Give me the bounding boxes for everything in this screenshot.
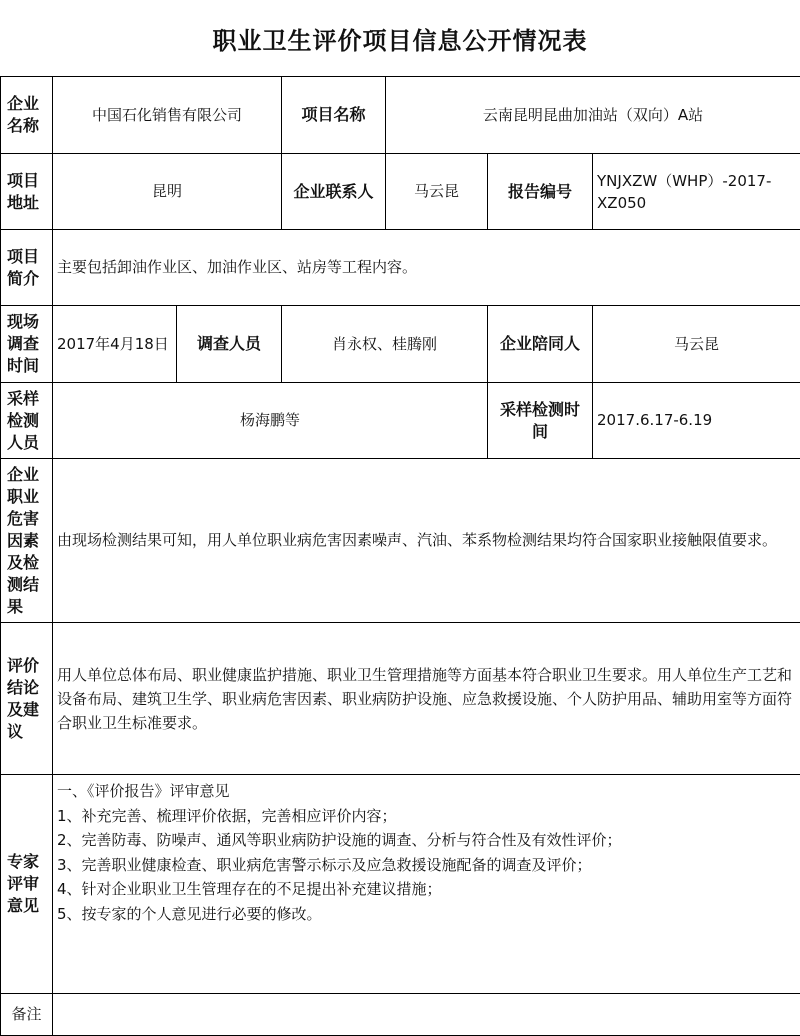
label-investigators: 调查人员 <box>177 306 282 383</box>
label-expert-opinion: 专家 评审 意见 <box>1 775 53 994</box>
label-project-intro: 项目 简介 <box>1 230 53 306</box>
value-remarks <box>53 994 800 1036</box>
label-survey-time: 现场 调查 时间 <box>1 306 53 383</box>
form-title: 职业卫生评价项目信息公开情况表 <box>0 0 800 76</box>
value-report-number: YNJXZW（WHP）-2017-XZ050 <box>593 154 800 230</box>
value-sampling-staff: 杨海鹏等 <box>53 383 488 459</box>
row-expert <box>1 775 800 994</box>
label-project-location: 项目 地址 <box>1 154 53 230</box>
value-company-contact: 马云昆 <box>386 154 488 230</box>
label-report-number: 报告编号 <box>488 154 593 230</box>
expert-opinion-line: 4、针对企业职业卫生管理存在的不足提出补充建议措施； <box>57 877 796 902</box>
label-escort: 企业陪同人 <box>488 306 593 383</box>
value-hazard-results: 由现场检测结果可知，用人单位职业病危害因素噪声、汽油、苯系物检测结果均符合国家职业接触限值要求。 <box>53 459 800 623</box>
value-project-intro: 主要包括卸油作业区、加油作业区、站房等工程内容。 <box>53 230 800 306</box>
row-hazard <box>1 459 800 623</box>
value-conclusion: 用人单位总体布局、职业健康监护措施、职业卫生管理措施等方面基本符合职业卫生要求。用人单位生产工艺和设备布局、建筑卫生学、职业病危害因素、职业病防护设施、应急救援设施、个人防护用品、辅助用室等方面符合职业卫生标准要求。 <box>53 623 800 775</box>
row-intro <box>1 230 800 306</box>
label-project-name: 项目名称 <box>282 77 386 154</box>
expert-opinion-line: 一、《评价报告》评审意见 <box>57 779 796 804</box>
label-sampling-time: 采样检测时 间 <box>488 383 593 459</box>
label-company-contact: 企业联系人 <box>282 154 386 230</box>
value-escort: 马云昆 <box>593 306 800 383</box>
expert-opinion-line: 3、完善职业健康检查、职业病危害警示标示及应急救援设施配备的调查及评价； <box>57 853 796 878</box>
value-investigators: 肖永权、桂腾刚 <box>282 306 488 383</box>
expert-opinion-line: 5、按专家的个人意见进行必要的修改。 <box>57 902 796 927</box>
row-sampling <box>1 383 800 459</box>
value-project-location: 昆明 <box>53 154 282 230</box>
info-table <box>0 76 800 1036</box>
row-company <box>1 77 800 154</box>
expert-opinion-line: 1、补充完善、梳理评价依据，完善相应评价内容； <box>57 804 796 829</box>
label-conclusion: 评价 结论 及建 议 <box>1 623 53 775</box>
label-company-name: 企业 名称 <box>1 77 53 154</box>
row-survey <box>1 306 800 383</box>
expert-opinion-line: 2、完善防毒、防噪声、通风等职业病防护设施的调查、分析与符合性及有效性评价； <box>57 828 796 853</box>
row-conclusion <box>1 623 800 775</box>
label-remarks: 备注 <box>1 994 53 1036</box>
value-project-name: 云南昆明昆曲加油站（双向）A站 <box>386 77 800 154</box>
value-sampling-time: 2017.6.17-6.19 <box>593 383 800 459</box>
label-hazard-results: 企业 职业 危害 因素 及检 测结 果 <box>1 459 53 623</box>
value-survey-time: 2017年4月18日 <box>53 306 177 383</box>
row-remarks <box>1 994 800 1036</box>
label-sampling-staff: 采样 检测 人员 <box>1 383 53 459</box>
value-company-name: 中国石化销售有限公司 <box>53 77 282 154</box>
value-expert-opinion <box>53 775 800 994</box>
row-location <box>1 154 800 230</box>
